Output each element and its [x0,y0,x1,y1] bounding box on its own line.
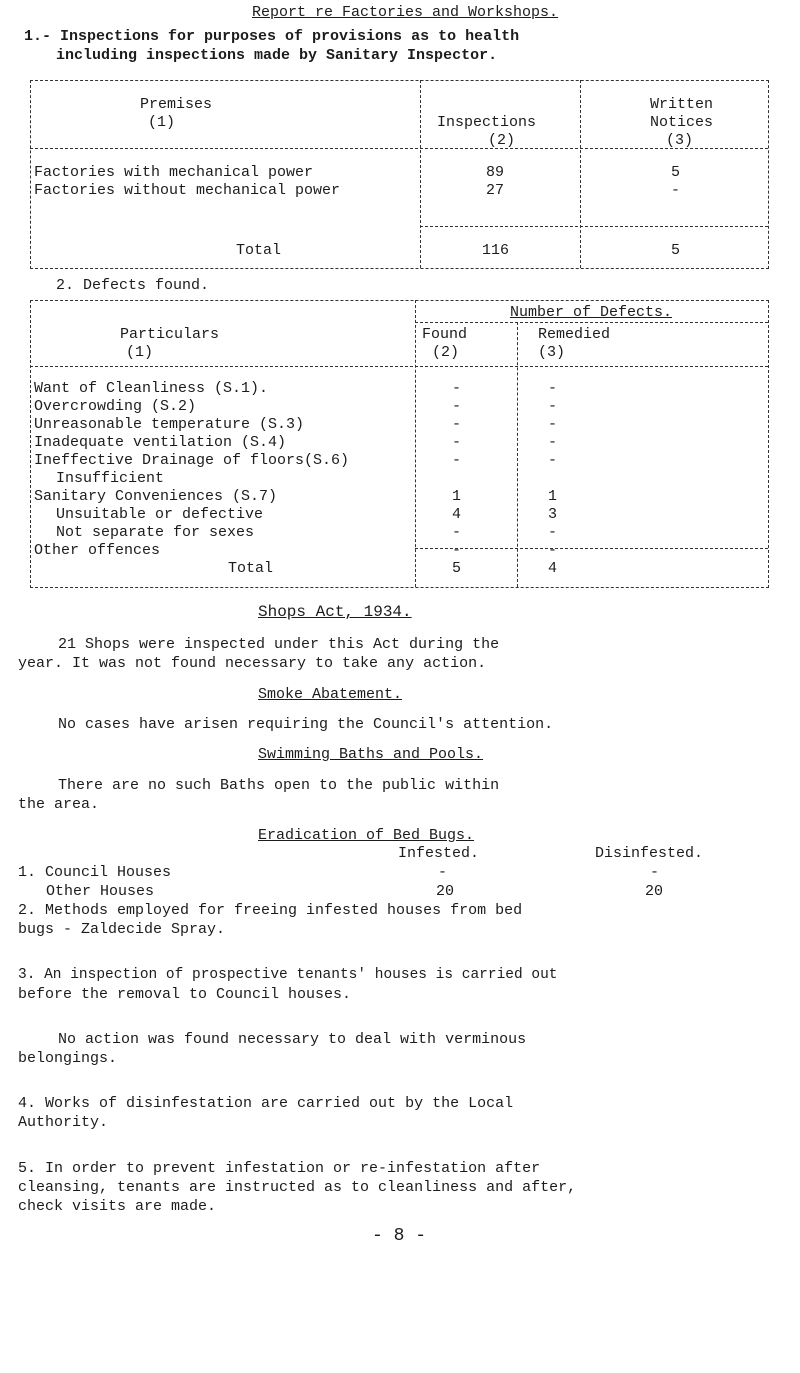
col-premises-num: (1) [148,114,176,131]
section1-heading-line2: including inspections made by Sanitary Inspector. [56,47,498,64]
defect-remedied: 1 [548,488,558,505]
bed-bugs-row2-disinfested: 20 [645,883,664,900]
defects-total-found: 5 [452,560,462,577]
bed-bugs-row2-infested: 20 [436,883,455,900]
item2-line2: bugs - Zaldecide Spray. [18,921,226,938]
defect-remedied: - [548,452,558,469]
defect-row: Overcrowding (S.2) [34,398,197,415]
total-inspections: 116 [482,242,510,259]
col-disinfested: Disinfested. [595,845,704,862]
smoke-text: No cases have arisen requiring the Council's attention. [58,716,554,733]
divider [420,80,421,268]
col-notices-header-2: Notices [650,114,714,131]
bed-bugs-row1-infested: - [438,864,448,881]
section1-heading-line1: 1.- Inspections for purposes of provisions as to health [24,28,520,45]
bed-bugs-row2-label: Other Houses [46,883,155,900]
page-title: Report re Factories and Workshops. [252,4,559,21]
defect-found: - [452,416,462,433]
defect-found: - [452,542,462,559]
defect-remedied: - [548,434,558,451]
row-premises: Factories without mechanical power [34,182,341,199]
item5-line2: cleansing, tenants are instructed as to cleanliness and after, [18,1179,577,1196]
col-found-num: (2) [432,344,460,361]
divider [415,548,768,549]
col-particulars-header: Particulars [120,326,220,343]
col-found-header: Found [422,326,468,343]
col-notices-header-1: Written [650,96,714,113]
bed-bugs-row1-disinfested: - [650,864,660,881]
bed-bugs-heading: Eradication of Bed Bugs. [258,827,475,844]
row-inspections: 89 [486,164,505,181]
shops-act-heading: Shops Act, 1934. [258,603,412,621]
item2-line1: 2. Methods employed for freeing infested houses from bed [18,902,523,919]
item3-line1: 3. An inspection of prospective tenants' houses is carried out [18,967,558,983]
col-remedied-num: (3) [538,344,566,361]
col-premises-header: Premises [140,96,213,113]
total-notices: 5 [671,242,681,259]
defect-found: - [452,524,462,541]
defect-remedied: - [548,542,558,559]
row-premises: Factories with mechanical power [34,164,314,181]
defect-found: 1 [452,488,462,505]
defect-found: - [452,380,462,397]
defect-row: Other offences [34,542,161,559]
col-inspections-header: Inspections [437,114,537,131]
defect-row: Ineffective Drainage of floors(S.6) [34,452,350,469]
swimming-line2: the area. [18,796,100,813]
group-header: Number of Defects. [510,304,673,321]
swimming-heading: Swimming Baths and Pools. [258,746,484,763]
divider [30,366,768,367]
divider [415,300,416,587]
row-notices: 5 [671,164,681,181]
item4-line1: 4. Works of disinfestation are carried out by the Local [18,1095,514,1112]
divider [580,80,581,268]
col-inspections-num: (2) [488,132,516,149]
col-notices-num: (3) [666,132,694,149]
defect-row: Not separate for sexes [56,524,255,541]
defect-remedied: - [548,416,558,433]
defect-found: - [452,398,462,415]
defect-remedied: - [548,398,558,415]
item5-line3: check visits are made. [18,1198,217,1215]
item4-line2: Authority. [18,1114,109,1131]
page-number: - 8 - [372,1226,427,1246]
defect-row: Want of Cleanliness (S.1). [34,380,269,397]
smoke-heading: Smoke Abatement. [258,686,403,703]
shops-act-line2: year. It was not found necessary to take any action. [18,655,487,672]
defect-row: Sanitary Conveniences (S.7) [34,488,278,505]
row-inspections: 27 [486,182,505,199]
section2-heading: 2. Defects found. [56,277,210,294]
col-particulars-num: (1) [126,344,154,361]
defect-remedied: 3 [548,506,558,523]
defect-found: - [452,434,462,451]
divider [30,148,768,149]
col-remedied-header: Remedied [538,326,611,343]
divider [415,322,768,323]
shops-act-line1: 21 Shops were inspected under this Act during the [58,636,500,653]
item3b-line1: No action was found necessary to deal with verminous [58,1031,527,1048]
defect-row: Unreasonable temperature (S.3) [34,416,305,433]
defect-remedied: - [548,524,558,541]
divider [420,226,768,227]
defects-total-label: Total [228,560,274,577]
defects-total-remedied: 4 [548,560,558,577]
item3-line2: before the removal to Council houses. [18,986,352,1003]
col-infested: Infested. [398,845,480,862]
defect-row: Inadequate ventilation (S.4) [34,434,287,451]
defect-remedied: - [548,380,558,397]
swimming-line1: There are no such Baths open to the public within [58,777,500,794]
total-label: Total [236,242,282,259]
defect-found: - [452,452,462,469]
bed-bugs-row1-label: 1. Council Houses [18,864,172,881]
row-notices: - [671,182,681,199]
inspections-table [30,80,770,270]
defect-row: Unsuitable or defective [56,506,264,523]
defects-table [30,300,770,590]
defect-row: Insufficient [56,470,165,487]
item5-line1: 5. In order to prevent infestation or re-infestation after [18,1160,541,1177]
defect-found: 4 [452,506,462,523]
item3b-line2: belongings. [18,1050,118,1067]
